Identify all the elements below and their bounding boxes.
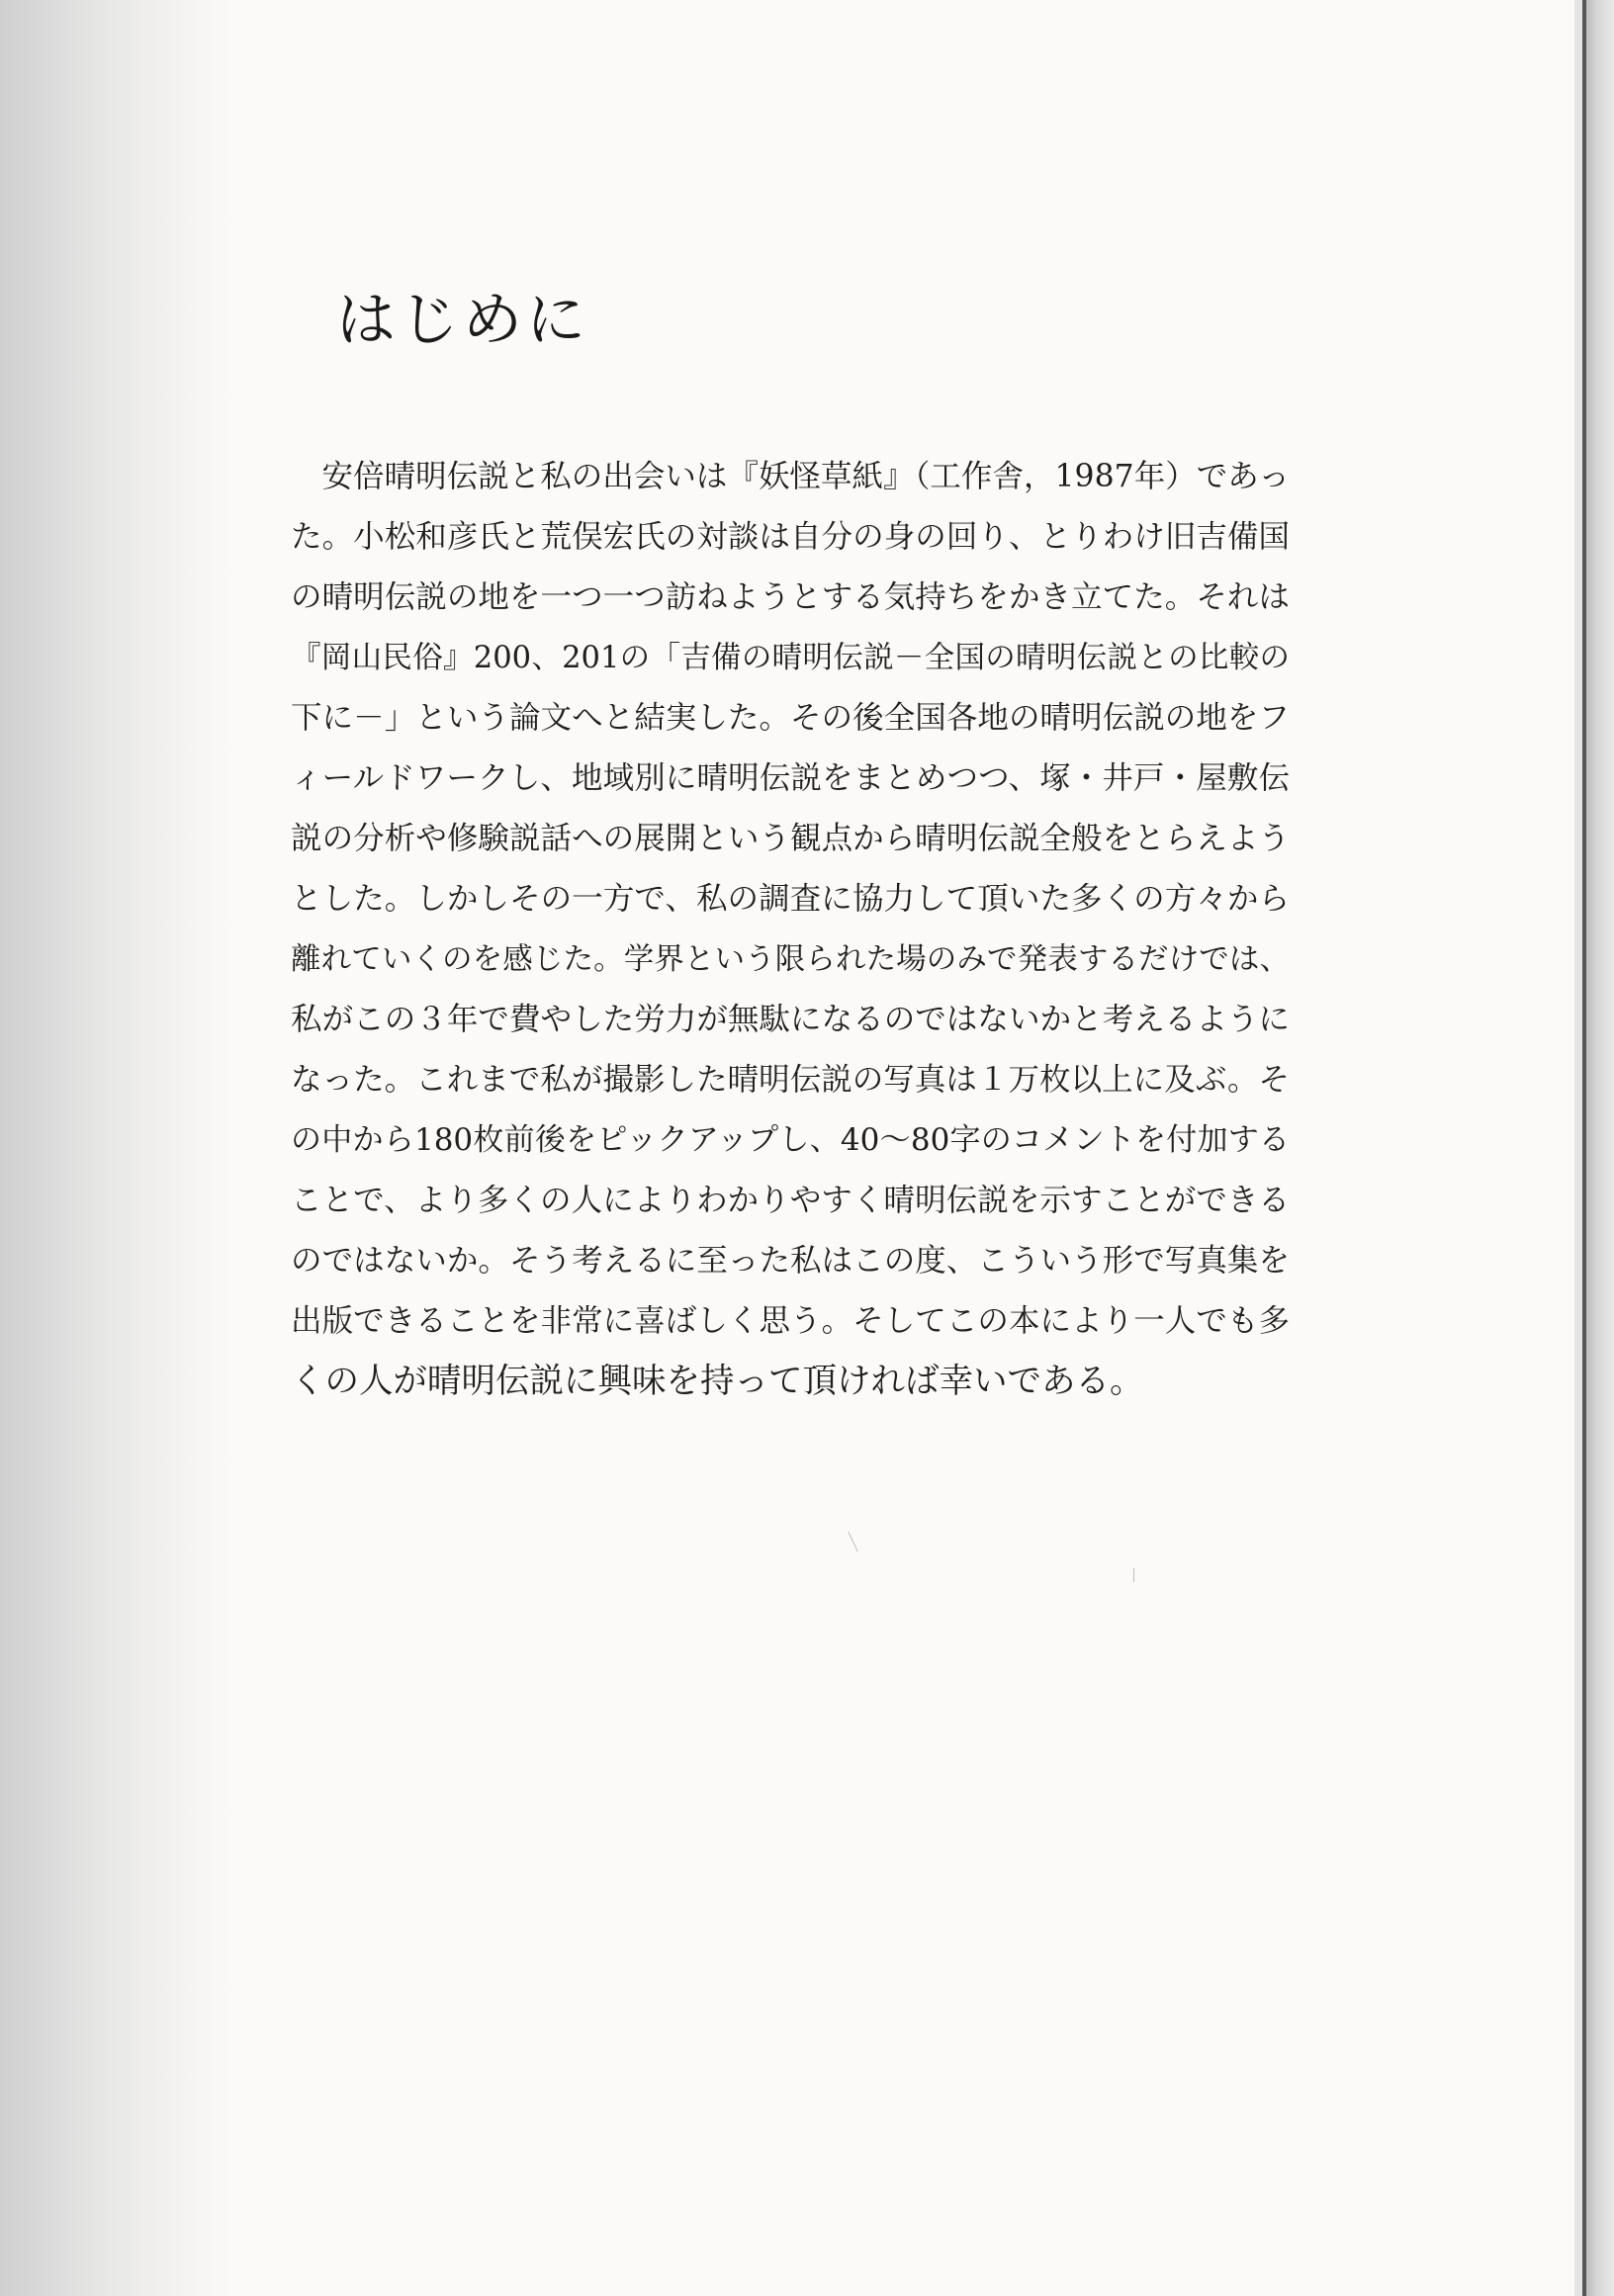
paragraph-line: 安倍晴明伝説と私の出会いは『妖怪草紙』（工作舎，1987年）であっ bbox=[291, 459, 1290, 494]
gutter-shadow bbox=[0, 0, 237, 2296]
paragraph-line: のではないか。そう考えるに至った私はこの度、こういう形で写真集を bbox=[291, 1243, 1290, 1279]
paragraph-line: とした。しかしその一方で、私の調査に協力して頂いた多くの方々から bbox=[291, 881, 1290, 917]
paragraph-line: 私がこの３年で費やした労力が無駄になるのではないかと考えるように bbox=[291, 1002, 1290, 1037]
paragraph-line: 『岡山民俗』200、201の「吉備の晴明伝説－全国の晴明伝説との比較の bbox=[291, 641, 1290, 675]
paragraph-line: の中から180枚前後をピックアップし、40～80字のコメントを付加する bbox=[291, 1122, 1290, 1158]
paragraph-line: 下に－」という論文へと結実した。その後全国各地の晴明伝説の地をフ bbox=[291, 700, 1290, 736]
paragraph-line: なった。これまで私が撮影した晴明伝説の写真は１万枚以上に及ぶ。そ bbox=[291, 1062, 1290, 1098]
paragraph-line: ことで、より多くの人によりわかりやすく晴明伝説を示すことができる bbox=[291, 1183, 1290, 1218]
body-paragraph bbox=[291, 447, 1290, 1412]
paragraph-line: 説の分析や修験説話への展開という観点から晴明伝説全般をとらえよう bbox=[291, 821, 1290, 856]
paragraph-line: ィールドワークし、地域別に晴明伝説をまとめつつ、塚・井戸・屋敷伝 bbox=[291, 760, 1290, 796]
scan-speck bbox=[1133, 1568, 1134, 1582]
paragraph-line: 離れていくのを感じた。学界という限られた場のみで発表するだけでは、 bbox=[291, 942, 1290, 977]
paragraph-line: 出版できることを非常に喜ばしく思う。そしてこの本により一人でも多 bbox=[291, 1303, 1290, 1339]
page-title: はじめに bbox=[336, 286, 589, 355]
paragraph-line: の晴明伝説の地を一つ一つ訪ねようとする気持ちをかき立てた。それは bbox=[291, 579, 1290, 615]
paragraph-line: くの人が晴明伝説に興味を持って頂ければ幸いである。 bbox=[291, 1362, 1144, 1401]
paragraph-line: た。小松和彦氏と荒俣宏氏の対談は自分の身の回り、とりわけ旧吉備国 bbox=[291, 519, 1290, 555]
page-edge bbox=[1574, 0, 1582, 2296]
page-edge-shadow bbox=[1586, 0, 1614, 2296]
